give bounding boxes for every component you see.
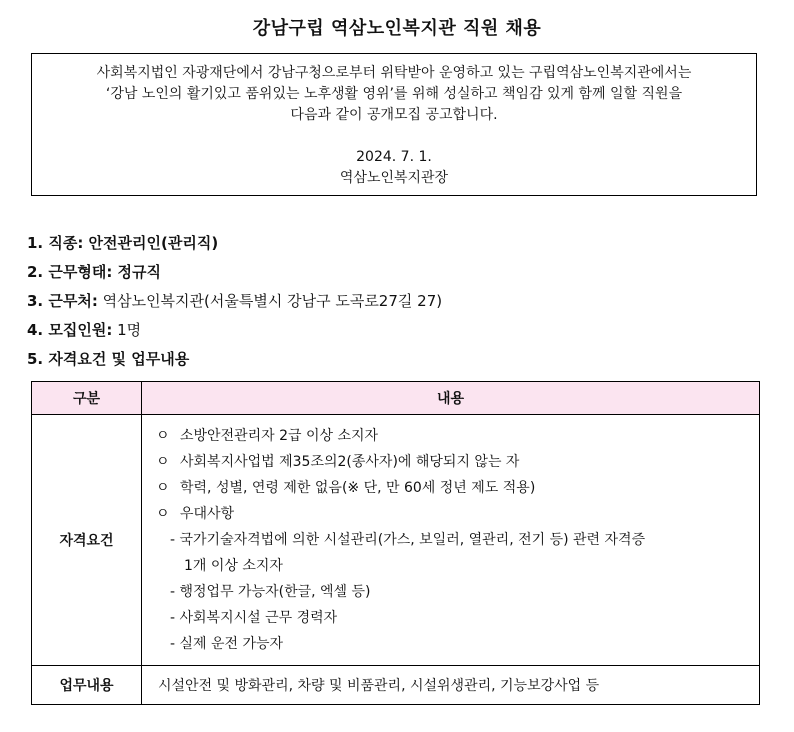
table-header-content: 내용 bbox=[142, 382, 760, 415]
bullet-icon: ㅇ bbox=[156, 454, 170, 470]
notice-line: 사회복지법인 자광재단에서 강남구청으로부터 위탁받아 운영하고 있는 구립역삼노인복지관에서는 bbox=[96, 65, 692, 81]
qualification-text: 사회복지사업법 제35조의2(종사자)에 해당되지 않는 자 bbox=[180, 454, 520, 470]
qualification-item bbox=[156, 475, 753, 501]
info-label: 5. 자격요건 및 업무내용 bbox=[27, 350, 190, 368]
table-header-category: 구분 bbox=[32, 382, 142, 415]
table-header-row bbox=[32, 382, 760, 415]
preferred-item: - 사회복지시설 근무 경력자 bbox=[170, 610, 338, 626]
info-list bbox=[27, 229, 442, 374]
table-row-duties bbox=[32, 666, 760, 705]
info-label: 4. 모집인원: bbox=[27, 321, 113, 339]
info-item-headcount bbox=[27, 316, 442, 345]
info-item-requirements bbox=[27, 345, 442, 374]
qualification-item bbox=[156, 501, 753, 527]
notice-spacer bbox=[32, 126, 756, 147]
table-row-qualification bbox=[32, 415, 760, 666]
info-value: 역삼노인복지관(서울특별시 강남구 도곡로27길 27) bbox=[97, 292, 443, 310]
qualification-item bbox=[156, 423, 753, 449]
qualification-list bbox=[156, 423, 753, 657]
duties-text: 시설안전 및 방화관리, 차량 및 비품관리, 시설위생관리, 기능보강사업 등 bbox=[142, 666, 760, 705]
notice-date: 2024. 7. 1. bbox=[356, 149, 432, 165]
preferred-item: - 실제 운전 가능자 bbox=[170, 636, 284, 652]
notice-line: 다음과 같이 공개모집 공고합니다. bbox=[290, 107, 498, 123]
duties-label: 업무내용 bbox=[32, 666, 142, 705]
page-title: 강남구립 역삼노인복지관 직원 채용 bbox=[252, 18, 542, 39]
qualification-text: 학력, 성별, 연령 제한 없음(※ 단, 만 60세 정년 제도 적용) bbox=[180, 480, 536, 496]
requirements-table bbox=[31, 381, 760, 705]
notice-line: ‘강남 노인의 활기있고 품위있는 노후생활 영위’를 위해 성실하고 책임감 있게 함께 일할 직원을 bbox=[105, 86, 683, 102]
preferred-item: - 국가기술자격법에 의한 시설관리(가스, 보일러, 열관리, 전기 등) 관련 자격증 bbox=[170, 532, 646, 548]
qualification-text: 우대사항 bbox=[180, 506, 235, 522]
qualification-text: 소방안전관리자 2급 이상 소지자 bbox=[180, 428, 379, 444]
info-item-job bbox=[27, 229, 442, 258]
preferred-item-continued: 1개 이상 소지자 bbox=[184, 558, 283, 574]
info-label: 3. 근무처: bbox=[27, 292, 98, 310]
notice-signer: 역삼노인복지관장 bbox=[339, 170, 449, 186]
qualification-content bbox=[142, 415, 760, 666]
bullet-icon: ㅇ bbox=[156, 506, 170, 522]
info-item-employment bbox=[27, 258, 442, 287]
qualification-label: 자격요건 bbox=[32, 415, 142, 666]
qualification-item bbox=[156, 449, 753, 475]
info-item-workplace bbox=[27, 287, 442, 316]
info-value: 1명 bbox=[112, 321, 142, 339]
notice-box bbox=[31, 53, 757, 196]
bullet-icon: ㅇ bbox=[156, 480, 170, 496]
info-label: 1. 직종: 안전관리인(관리직) bbox=[27, 234, 219, 252]
bullet-icon: ㅇ bbox=[156, 428, 170, 444]
preferred-item: - 행정업무 가능자(한글, 엑셀 등) bbox=[170, 584, 371, 600]
info-label: 2. 근무형태: 정규직 bbox=[27, 263, 162, 281]
